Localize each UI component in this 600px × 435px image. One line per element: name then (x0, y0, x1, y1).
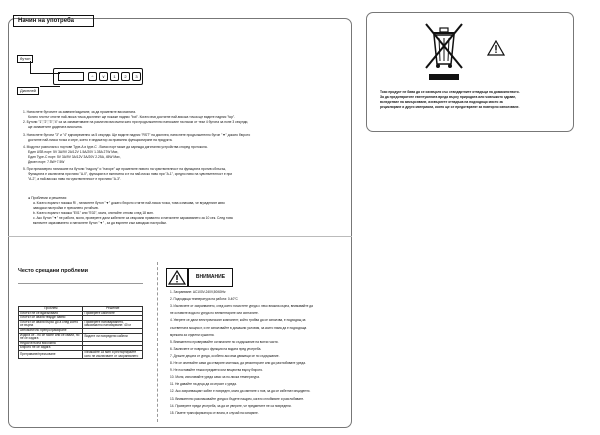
instruction-2b: ще запаметите дадената височина. (28, 125, 83, 129)
instruction-5c: "А-2", а най-високо ниво на чувствителност е при ниво "А-3". (28, 177, 122, 181)
button-callout: бутон (17, 55, 33, 63)
instruction-4b: Един USB порт: 5V 3A/9V 2A/12V 1.5A/20V 1.35A 27W Max, (28, 150, 119, 154)
table-row: Плотът не се вдига/сваля Проверете кабелите (19, 311, 143, 316)
warning-item: 13. Внимателно разопаковайте уреда и бъдете нащрек, когато сглобявате и разглобявате. (170, 396, 305, 401)
section-divider (8, 236, 352, 237)
warning-icon-box (166, 268, 188, 287)
warning-label: ВНИМАНИЕ (188, 268, 233, 287)
instruction-2: 2. Бутони "1","2","3","4" са за запаметяване на различни височини като при продължително натискане на някои от тези 4 бутона за поне 3 секунди, (23, 120, 249, 124)
troubleshoot-a2: заводски настройки е прекалено устойчив. (33, 206, 99, 210)
instruction-4: 4. Модулът разполага с портове Type-A и type-C . Всеки порт може да зарежда дигитални устройства според протокола. (23, 145, 208, 149)
warning-item: 5. Внимателно проверявайте останалите по съдържание на вончи части. (170, 339, 279, 344)
disposal-panel (366, 12, 574, 132)
display-screen (58, 72, 84, 81)
warning-item: 4. Уверете се дали електрическият компонент, който трябва да се използва, е подходящ за (170, 318, 306, 323)
usage-title: Начин на употреба (13, 15, 94, 27)
troubleshoot-c2: включете заразяването и натиснете бутон "▼" , за да върнете към заводски настройки. (33, 221, 167, 225)
table-row: Плотът се сваля бързо до а след което се върна Проверете натоварването, максимално натоварване: 40 кг (19, 320, 143, 328)
troubleshoot-b: b. Когато екранът покажа "E01" или "E02", моля, опитайте отново след 18 мин. (33, 211, 154, 215)
control-panel-diagram (53, 68, 143, 85)
warning-item: 7. Дръжте децата от уреда, особено ако има движещи се по съдържание. (170, 353, 280, 358)
warning-item: 9. Не поставяйте тежки предмети или вещества върху бюрото. (170, 368, 264, 373)
warning-item: съответната мощност, и не използвайте в домашни условия, за които няма да е подходяща (170, 325, 307, 330)
common-problems-title: Често срещани проблеми (18, 268, 89, 274)
disposal-line-2: За да предотвратите евентуалната вреда върху природата или човешкото здраве, (380, 95, 517, 99)
memory-button-2: 2 (121, 72, 130, 81)
crossed-bin-icon (421, 20, 467, 82)
instruction-3: 3. Натиснете бутони "3" и "4" едновременно за 5 секунди. Ще видите надпис "RST" на дисплея, натиснете продължително бутон "▼" докато бюрото (23, 133, 251, 137)
caution-triangle-icon (487, 40, 505, 56)
troubleshoot-a: а. Когато екранът покажа R/ , натиснете бутон "▼" докато бюрото стигне най-ниска точка, това означава, че вграденият киво (33, 201, 225, 205)
instruction-4c: Един Type-C порт: 5V 3A/9V 3A/12V 3A/20V 2.25A, 45W Max, (28, 155, 121, 159)
table-row: Бюрото не се издига (19, 346, 143, 351)
warning-item: 6. Заключете от повреда с функция на водата пред употреба. (170, 346, 262, 351)
common-problems-rule (18, 283, 143, 284)
table-row: Издига се - но се гасне или се свали, но не се издига Видите ли повредени кабели (19, 333, 143, 341)
troubleshoot-c: c. Ако бутон "▼" не работи, моля, проверете дали кабелите са свързани правилно и натиснете заразяването за 10 сек. След това (33, 216, 233, 220)
instruction-4d: Двоен порт: 7.5W+7.5W (28, 160, 65, 164)
warning-item: не оставите вода по уреда по елементарите или сигналите. (170, 311, 259, 316)
table-row: Прегряване/прекъсване Изчакайте 18 мин и рестартирайте като не изключвате от захранването (19, 350, 143, 358)
display-callout-line (40, 86, 60, 87)
warning-item: 11. Не давайте на деца да си играят с уреда. (170, 382, 237, 387)
down-button: ∨ (99, 72, 108, 81)
table-header-solution: Решение (83, 307, 143, 312)
warning-item: 14. Проверете преди употреба, за да се уверите, че предметите не са повредени. (170, 403, 292, 408)
warning-item: 3. Изключете от захранването, след което почистете уреда с леко влажна кърпа, внимавайте да (170, 304, 313, 309)
disposal-line-1: Този продукт не бива да се изхвърля със стандартните отпадъци на домакинството. (380, 90, 520, 94)
column-divider (157, 262, 158, 422)
bullet-icon: ● (28, 196, 31, 200)
instruction-3b: достигне най-ниска точка и спре, което е индикатор за правилно функциониране на продукта. (28, 138, 173, 142)
table-row: Плотът се сваля твърде бавно (19, 316, 143, 321)
table-header-problem: Проблем (19, 307, 83, 312)
memory-button-3: 3 (132, 72, 141, 81)
troubleshoot-header: ● Проблеми и решения: (28, 196, 68, 200)
disposal-line-4: рециклиране и други материали, които ще се предотвратят за повторно използване. (380, 105, 520, 109)
display-callout: Дисплей (17, 87, 39, 95)
instruction-5: 5. При прекомерно натискане на бутони "надолу" и "нагоре" ще промените нивото на чувствителност на функцията против сблъсък, (23, 167, 226, 171)
table-row: Автоматично препрограмиране (19, 328, 143, 333)
warning-item: 10. Моля, използвайте уреда само за по-ниска температура. (170, 375, 260, 380)
warning-item: 15. Пазете трансформатора от влага, в случай на изгаряне. (170, 410, 259, 415)
instruction-1: 1. Натиснете бутоните за завеяне/издигане, за да промените височината. (23, 110, 137, 114)
table-row: Недостатъчна височина (19, 341, 143, 346)
up-button: ^ (88, 72, 97, 81)
warning-item: 8. Не се опитвайте сами да отваряте монтажа, да ремонтирате или да разглобявате уреда. (170, 361, 306, 365)
instruction-5b: Функцията е изключена при ниво "А-0", функцията е включена и е на най-ниско ниво при "А-1", средно ниво на чувствителност е при (28, 172, 233, 176)
warning-item: 12. Ако захранващият кабел е повреден, моля да смените с нов, за да се избегнат инциденти. (170, 389, 311, 394)
button-callout-line (30, 61, 31, 73)
memory-button-1: 1 (110, 72, 119, 81)
problems-table (18, 306, 143, 359)
instruction-1b: Когато плотът стигне най-ниска точка дисплеят ще покаже надпис "bot". Когато във достигне най-висока точка ще видите надпис "top". (28, 115, 236, 119)
warning-item: 1. Захранване: AC100V-240V,50/60Hz (170, 290, 226, 294)
warning-item: мрежата за отделни сушилни. (170, 332, 215, 337)
warning-triangle-icon (167, 269, 187, 286)
warning-item: 2. Подходяща температура на работа: 0-40°C (170, 297, 238, 302)
disposal-line-3: вследствие на замърсяване, изхвърлете отпадъка на подходящо място за (380, 100, 503, 104)
